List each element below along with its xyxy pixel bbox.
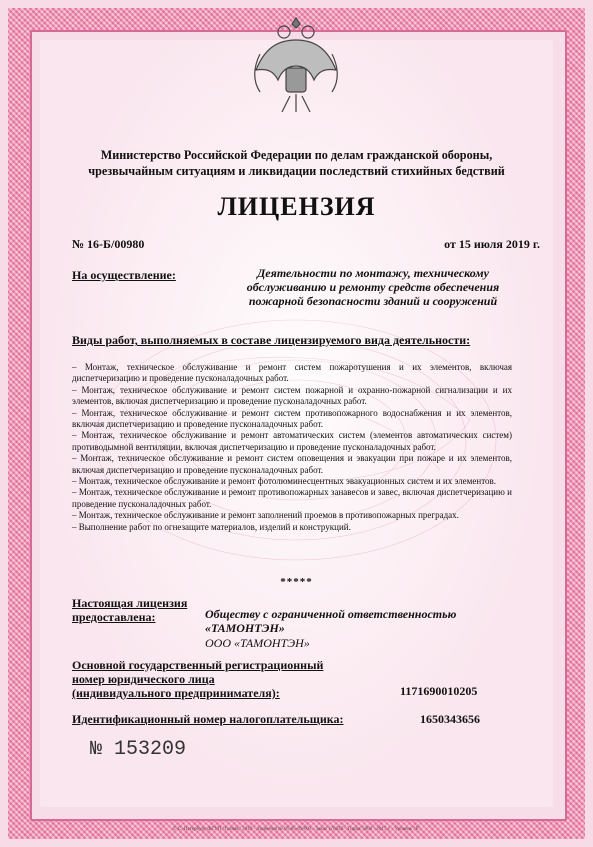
list-item: – Монтаж, техническое обслуживание и ремонт систем оповещения и эвакуации при пожаре и их элементов, включая диспетчеризацию и проведение пусконаладочных работ. — [72, 453, 512, 475]
coat-of-arms-icon — [246, 10, 346, 120]
ogrn-label-line1: Основной государственный регистрационный — [72, 658, 324, 672]
list-item: – Монтаж, техническое обслуживание и ремонт заполнений проемов в противопожарных преградах. — [72, 510, 459, 521]
inn-value: 1650343656 — [420, 712, 480, 726]
list-item: – Монтаж, техническое обслуживание и ремонт систем пожарной и охранно-пожарной сигнализации и их элементов, включая диспетчеризацию и проведение пусконаладочных работ. — [72, 384, 512, 407]
document-title: ЛИЦЕНЗИЯ — [217, 192, 376, 221]
granted-label — [72, 596, 187, 624]
separator: ***** — [280, 576, 313, 588]
licensee-name: Обществу с ограниченной ответственностью «ТАМОНТЭН» — [205, 607, 457, 635]
implementation-text: Деятельности по монтажу, техническому обслуживанию и ремонту средств обеспечения пожарной безопасности зданий и сооружений — [246, 266, 500, 308]
implementation-label: На осуществление: — [72, 268, 176, 282]
granted-label-line2: предоставлена: — [72, 610, 156, 624]
ogrn-label — [72, 658, 323, 700]
printer-imprint: © С.-Петербург ФГУП "Гознак" 2019 · Лицензия № 05-05-09/003 · Заказ 170826 · Тираж 5000 · 2017 г. · Уровень "Б" — [172, 827, 421, 832]
granted-label-line1: Настоящая лицензия — [72, 596, 188, 610]
works-list — [72, 362, 512, 533]
ogrn-value: 1171690010205 — [400, 684, 478, 698]
list-item: – Монтаж, техническое обслуживание и ремонт систем пожаротушения и их элементов, включая диспетчеризацию и проведение пусконаладочных работ. — [72, 362, 512, 384]
list-item: – Монтаж, техническое обслуживание и ремонт фотолюминесцентных эвакуационных систем и их элементов. — [72, 476, 497, 487]
list-item: – Выполнение работ по огнезащите материалов, изделий и конструкций. — [72, 521, 351, 532]
license-number: № 16-Б/00980 — [72, 237, 145, 251]
license-date: от 15 июля 2019 г. — [444, 237, 540, 251]
ministry-name: Министерство Российской Федерации по делам гражданской обороны, чрезвычайным ситуациям и ликвидации последствий стихийных бедствий — [88, 148, 505, 178]
licensee-short-name: ООО «ТАМОНТЭН» — [205, 636, 310, 650]
form-serial-number: № 153209 — [90, 738, 187, 761]
works-title: Виды работ, выполняемых в составе лицензируемого вида деятельности: — [72, 333, 471, 347]
inn-label: Идентификационный номер налогоплательщика: — [72, 712, 344, 726]
list-item: – Монтаж, техническое обслуживание и ремонт систем противопожарного водоснабжения и их элементов, включая диспетчеризацию и проведение пусконаладочных работ. — [72, 407, 512, 430]
ogrn-label-line2: номер юридического лица — [72, 672, 215, 686]
ogrn-label-line3: (индивидуального предпринимателя): — [72, 686, 280, 700]
list-item: – Монтаж, техническое обслуживание и ремонт противопожарных занавесов и завес, включая диспетчеризацию и проведение пусконаладочных работ. — [72, 487, 512, 509]
list-item: – Монтаж, техническое обслуживание и ремонт автоматических систем (элементов автоматических систем) противодымной вентиляции, включая диспетчеризацию и проведение пусконаладочных работ. — [72, 430, 512, 452]
